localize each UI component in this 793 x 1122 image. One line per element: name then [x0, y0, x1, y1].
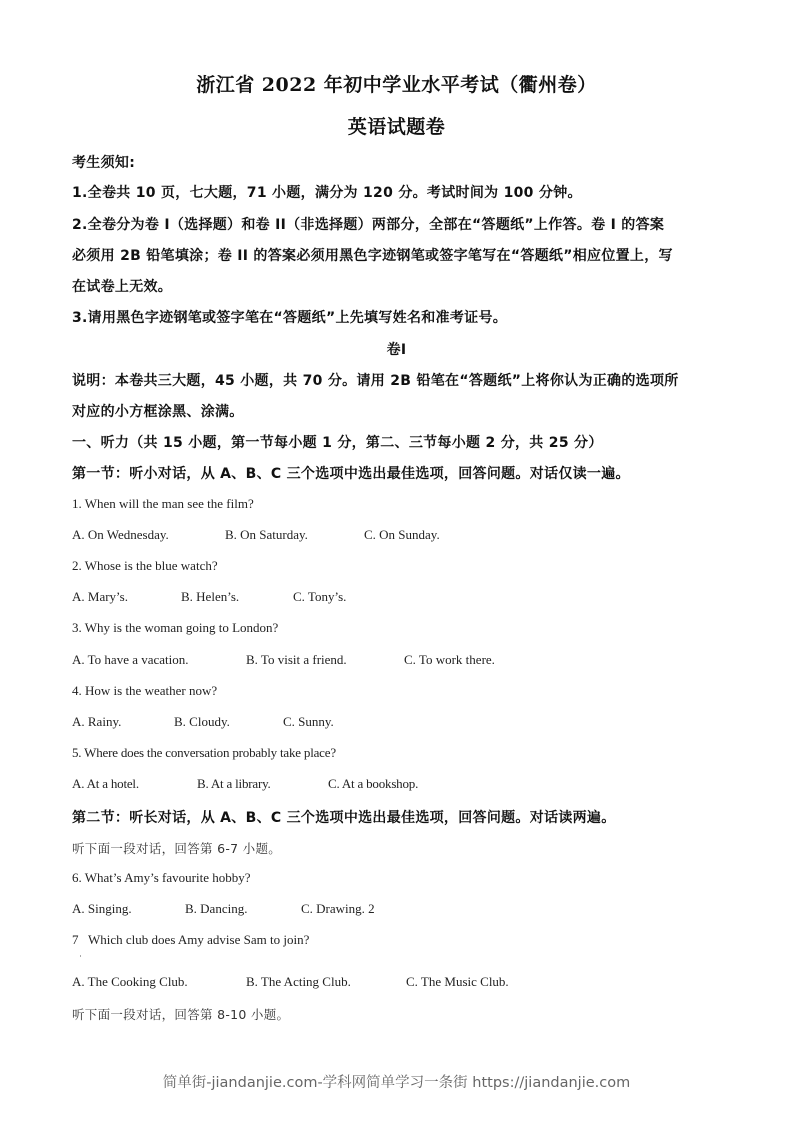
notice-item-3: 3.请用黑色字迹钢笔或签字笔在“答题纸”上先填写姓名和准考证号。: [72, 310, 508, 326]
section2-heading: 第二节：听长对话，从 A、B、C 三个选项中选出最佳选项，回答问题。对话读两遍。: [72, 810, 616, 826]
q4-option-b: B. Cloudy.: [174, 714, 230, 729]
section2-prompt-1: 听下面一段对话，回答第 6-7 小题。: [72, 841, 282, 856]
notice-item-1: 1.全卷共 10 页，七大题，71 小题，满分为 120 分。考试时间为 100 分钟。: [72, 185, 582, 201]
exam-subtitle: 英语试题卷: [347, 116, 446, 138]
q3-option-b: B. To visit a friend.: [246, 652, 347, 667]
q3-option-c: C. To work there.: [404, 652, 495, 667]
question-3: 3. Why is the woman going to London?: [72, 620, 279, 635]
question-5: 5. Where does the conversation probably take place?: [72, 745, 336, 760]
scan-artifact: [80, 955, 81, 957]
q5-option-a: A. At a hotel.: [72, 776, 139, 791]
notice-item-2-cont2: 在试卷上无效。: [72, 279, 173, 295]
q1-option-a: A. On Wednesday.: [72, 527, 169, 542]
q1-option-c: C. On Sunday.: [364, 527, 440, 542]
volume1-instructions-1: 说明：本卷共三大题，45 小题，共 70 分。请用 2B 铅笔在“答题纸”上将你认为正确的选项所: [72, 373, 679, 389]
question-1: 1. When will the man see the film?: [72, 496, 254, 511]
question-7: 7 Which club does Amy advise Sam to join?: [72, 932, 310, 947]
notice-heading: 考生须知:: [72, 155, 136, 171]
listening-heading: 一、听力（共 15 小题，第一节每小题 1 分，第二、三节每小题 2 分，共 25 分）: [72, 435, 603, 451]
volume1-instructions-2: 对应的小方框涂黑、涂满。: [72, 404, 244, 420]
q7-option-b: B. The Acting Club.: [246, 974, 351, 989]
question-4: 4. How is the weather now?: [72, 683, 218, 698]
q6-option-b: B. Dancing.: [185, 901, 248, 916]
q2-option-a: A. Mary’s.: [72, 589, 128, 604]
section2-prompt-2: 听下面一段对话，回答第 8-10 小题。: [72, 1007, 290, 1022]
q7-option-c: C. The Music Club.: [406, 974, 509, 989]
q6-option-a: A. Singing.: [72, 901, 132, 916]
q6-option-c: C. Drawing. 2: [301, 901, 375, 916]
q3-option-a: A. To have a vacation.: [72, 652, 189, 667]
notice-item-2: 2.全卷分为卷 I（选择题）和卷 II（非选择题）两部分，全部在“答题纸”上作答。卷 I 的答案: [72, 217, 665, 233]
q2-option-c: C. Tony’s.: [293, 589, 347, 604]
question-6: 6. What’s Amy’s favourite hobby?: [72, 870, 251, 885]
q2-option-b: B. Helen’s.: [181, 589, 240, 604]
section1-heading: 第一节：听小对话，从 A、B、C 三个选项中选出最佳选项，回答问题。对话仅读一遍。: [72, 466, 630, 482]
question-2: 2. Whose is the blue watch?: [72, 558, 218, 573]
q5-option-b: B. At a library.: [197, 776, 271, 791]
q4-option-a: A. Rainy.: [72, 714, 122, 729]
exam-title: 浙江省 2022 年初中学业水平考试（衢州卷）: [196, 74, 597, 96]
watermark-footer: 简单街-jiandanjie.com-学科网简单学习一条街 https://jiandanjie.com: [162, 1075, 631, 1091]
volume1-heading: 卷I: [386, 342, 407, 358]
q5-option-c: C. At a bookshop.: [328, 776, 419, 791]
notice-item-2-cont: 必须用 2B 铅笔填涂；卷 II 的答案必须用黑色字迹钢笔或签字笔写在“答题纸”相应位置上，写: [72, 248, 673, 264]
q7-option-a: A. The Cooking Club.: [72, 974, 188, 989]
q4-option-c: C. Sunny.: [283, 714, 334, 729]
q1-option-b: B. On Saturday.: [225, 527, 308, 542]
